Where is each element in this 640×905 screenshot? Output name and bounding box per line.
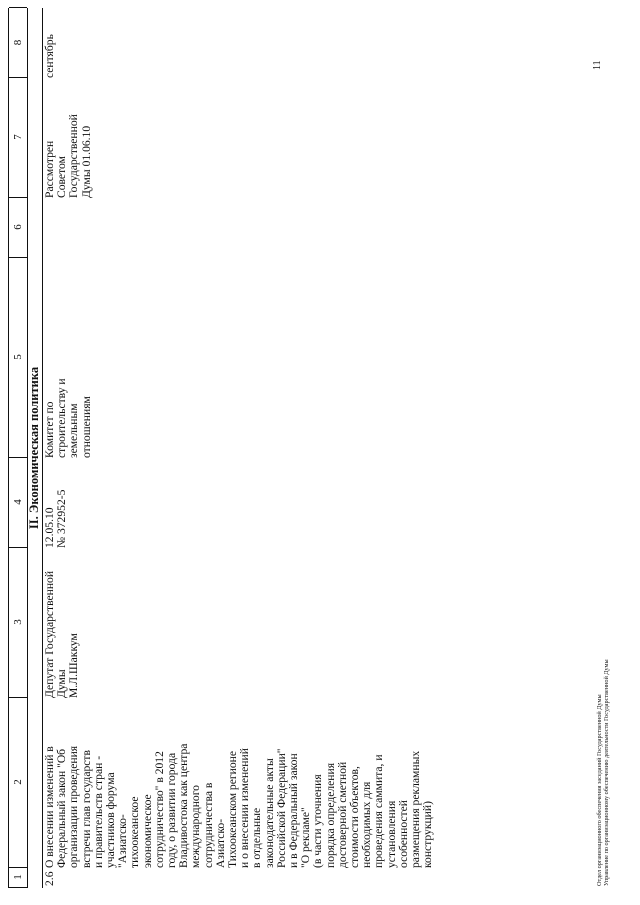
status-line: Советом <box>55 156 69 198</box>
status-line: Думы 01.06.10 <box>79 125 93 198</box>
bill-title-line: размещения рекламных <box>409 750 423 868</box>
planned-month: сентябрь <box>43 34 56 78</box>
column-number-4: 4 <box>9 457 27 548</box>
committee-line: земельным <box>67 403 81 458</box>
bill-title-line: О внесении изменений в <box>43 746 56 868</box>
column-number-5: 5 <box>9 257 27 458</box>
bill-title-line: порядка определения <box>323 762 337 868</box>
bill-title-line: достоверной сметной <box>335 761 349 868</box>
bill-title-line: особенностей <box>396 800 410 868</box>
bill-title-line: тихоокеанское <box>128 796 142 868</box>
committee-line: отношениям <box>79 396 93 458</box>
committee-line: строительству и <box>55 378 69 458</box>
column-number-2: 2 <box>9 697 27 868</box>
initiator-line: Думы <box>55 669 69 698</box>
status-line: Государственной <box>67 114 81 198</box>
bill-title-line: проведения саммита, и <box>372 754 386 868</box>
bill-title-line: встречи глав государств <box>79 750 93 868</box>
status <box>44 114 93 198</box>
column-number-6: 6 <box>9 197 27 258</box>
bill-title-line: законодательные акты <box>262 758 276 868</box>
bill-number: № 372952-5 <box>55 489 69 548</box>
bill-title-line: установления <box>384 800 398 868</box>
bill-title-line: Азиатско- <box>213 818 227 868</box>
bill-title-line: Владивостока как центра <box>177 743 191 868</box>
status-line: Рассмотрен <box>43 140 56 198</box>
bill-title-line: году, о развитии города <box>165 752 179 868</box>
section-title: II. Экономическая политика <box>26 8 43 888</box>
bill-title-line: Федеральный закон "Об <box>55 748 69 868</box>
bill-title-line: Тихоокеанском регионе <box>226 751 240 868</box>
bill-title-line: и в Федеральный закон <box>287 753 301 868</box>
footer-line-1: Отдел организационного обеспечения заседаний Государственной Думы <box>596 694 603 886</box>
bill-title-line: "О рекламе" <box>299 807 313 868</box>
bill-title-line: необходимых для <box>360 781 374 868</box>
column-number-1: 1 <box>9 867 27 888</box>
bill-title-line: "Азиатско- <box>116 814 130 868</box>
committee-line: Комитет по <box>43 401 56 458</box>
bill-title <box>44 744 435 868</box>
page-number: 11 <box>592 60 603 70</box>
footer <box>596 659 610 886</box>
bill-title-line: участников форума <box>104 772 118 868</box>
column-number-header <box>8 8 28 888</box>
initiator-line: М.Л.Шаккум <box>67 633 81 698</box>
bill-title-line: экономическое <box>140 794 154 868</box>
rotated-table <box>4 4 629 890</box>
introduced-date: 12.05.10 <box>43 507 56 548</box>
bill-title-line: международного <box>189 785 203 868</box>
bill-title-line: и о внесении изменений <box>238 748 252 868</box>
initiator-line: Депутат Государственной <box>43 570 56 698</box>
bill-title-line: сотрудничества в <box>201 782 215 868</box>
column-number-7: 7 <box>9 77 27 198</box>
bill-title-line: сотрудничество" в 2012 <box>152 751 166 868</box>
bill-title-line: организации проведения <box>67 745 81 868</box>
column-number-8: 8 <box>9 7 27 78</box>
row-number: 2.6 <box>43 871 56 886</box>
bill-title-line: Российской Федерации" <box>274 748 288 868</box>
initiator <box>44 571 81 698</box>
bill-title-line: конструкций) <box>421 801 435 868</box>
bill-title-line: стоимости объектов, <box>348 766 362 868</box>
bill-title-line: (в части уточнения <box>311 774 325 868</box>
introduced-date-number <box>44 490 68 548</box>
responsible-committee <box>44 378 93 458</box>
bill-title-line: и правительств стран - <box>91 755 105 868</box>
column-number-3: 3 <box>9 547 27 698</box>
bill-title-line: в отдельные <box>250 807 264 868</box>
footer-line-2: Управление по организационному обеспечению деятельности Государственной Думы <box>603 659 610 886</box>
